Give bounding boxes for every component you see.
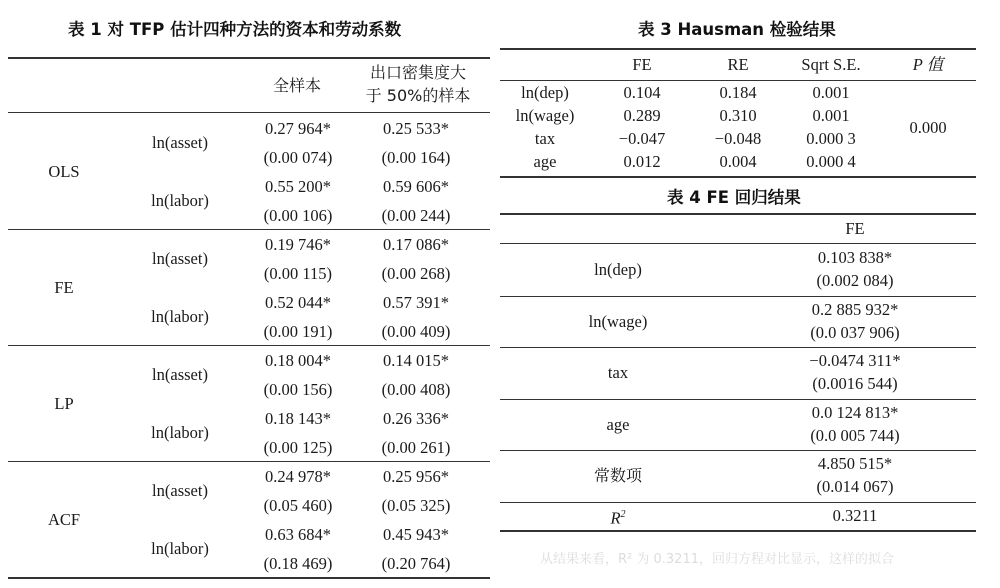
table-3-var-label: age [533,152,557,171]
table-4-se: (0.014 067) [816,477,894,496]
table-4-coef: 0.0 124 813* [811,402,899,422]
se-sub: (0.00 261) [381,438,451,457]
table-4-bottom-rule [500,530,976,532]
table-3-re-value: 0.184 [719,83,757,102]
table-3-bottom-rule [500,176,976,178]
se-sub: (0.00 408) [381,380,451,399]
table-3-header-p-value: P 值 [912,55,944,74]
table-4-var-label: age [606,414,630,434]
coef-sub: 0.25 533* [383,119,449,138]
coef-sub: 0.57 391* [383,293,449,312]
se-full: (0.00 191) [263,322,333,341]
se-full: (0.00 106) [263,206,333,225]
se-full: (0.18 469) [263,554,333,573]
table-3-fe-value: 0.012 [623,152,661,171]
se-full: (0.00 156) [263,380,333,399]
variable-label: ln(asset) [152,133,208,152]
coef-full: 0.63 684* [265,525,331,544]
coef-full: 0.24 978* [265,467,331,486]
table-3-header-sqrt-se: Sqrt S.E. [801,55,861,74]
coef-sub: 0.14 015* [383,351,449,370]
coef-sub: 0.17 086* [383,235,449,254]
table-3-fe-value: 0.104 [623,83,661,102]
table-3-fe-value: 0.289 [623,106,661,125]
se-sub: (0.20 764) [381,554,451,573]
coef-sub: 0.26 336* [383,409,449,428]
table-1-bottom-rule [8,577,490,579]
table-3-top-rule [500,48,976,50]
coef-full: 0.27 964* [265,119,331,138]
coef-full: 0.18 143* [265,409,331,428]
table-3-re-value: 0.310 [719,106,757,125]
footer-fragment: 从结果来看，R² 为 0.3211，回归方程对比显示，这样的拟合 [540,552,894,567]
table-3-fe-value: −0.047 [618,129,666,148]
se-sub: (0.00 164) [381,148,451,167]
table-3-se-value: 0.001 [812,83,850,102]
se-full: (0.00 074) [263,148,333,167]
variable-label: ln(asset) [152,481,208,500]
coef-sub: 0.59 606* [383,177,449,196]
coef-full: 0.18 004* [265,351,331,370]
col-header-subsample-line2: 于 50%的样本 [365,86,471,105]
col-header-full-sample: 全样本 [272,76,322,95]
table-3-se-value: 0.000 3 [806,129,856,148]
table-3-caption: 表 3 Hausman 检验结果 [638,20,836,39]
table-4-header-rule [500,243,976,244]
table-4-var-label: ln(wage) [588,311,648,331]
method-label: LP [54,394,74,413]
se-full: (0.05 460) [263,496,333,515]
variable-label: ln(asset) [152,249,208,268]
table-4-row-rule [500,450,976,451]
table-3-var-label: ln(wage) [515,106,575,125]
table-3-se-value: 0.001 [812,106,850,125]
se-full: (0.00 115) [263,264,333,283]
se-full: (0.00 125) [263,438,333,457]
group-separator-rule [8,461,490,462]
coef-sub: 0.45 943* [383,525,449,544]
table-3-re-value: −0.048 [714,129,762,148]
method-label: ACF [47,510,81,529]
coef-full: 0.52 044* [265,293,331,312]
table-4-coef: 4.850 515* [817,454,893,473]
table-4-se: (0.002 084) [816,271,894,290]
table-1-caption: 表 1 对 TFP 估计四种方法的资本和劳动系数 [68,20,402,39]
table-4-caption: 表 4 FE 回归结果 [667,188,801,207]
table-4-var-label: tax [607,363,629,382]
coef-full: 0.55 200* [265,177,331,196]
coef-sub: 0.25 956* [383,467,449,486]
table-4-var-label: ln(dep) [594,260,642,279]
se-sub: (0.00 409) [381,322,451,341]
table-3-p-value: 0.000 [909,118,947,137]
table-4-row-rule [500,399,976,400]
table-4-top-rule [500,213,976,215]
table-3-header-fe: FE [632,55,652,74]
group-separator-rule [8,229,490,230]
table-1-top-rule [8,57,490,59]
variable-label: ln(labor) [151,191,209,210]
table-4-se: (0.0 005 744) [810,425,900,445]
table-4-se: (0.0 037 906) [810,322,900,342]
se-sub: (0.00 244) [381,206,451,225]
group-separator-rule [8,345,490,346]
table-3-header-rule [500,80,976,81]
table-1-header-rule [8,112,490,113]
table-4-r2-label: $R^2$ [610,508,626,528]
coef-full: 0.19 746* [265,235,331,254]
variable-label: ln(labor) [151,307,209,326]
variable-label: ln(labor) [151,423,209,442]
method-label: OLS [48,162,80,181]
table-4-header-fe: FE [845,219,865,238]
col-header-subsample-line1: 出口密集度大 [369,63,467,82]
table-3-se-value: 0.000 4 [806,152,856,171]
table-4-coef: −0.0474 311* [809,351,901,370]
table-4-row-rule [500,296,976,297]
table-3-var-label: ln(dep) [521,83,569,102]
variable-label: ln(labor) [151,539,209,558]
table-3-var-label: tax [534,129,556,148]
variable-label: ln(asset) [152,365,208,384]
method-label: FE [54,278,74,297]
table-4-row-rule [500,347,976,348]
table-3-re-value: 0.004 [719,152,757,171]
table-3-header-re: RE [727,55,749,74]
se-sub: (0.05 325) [381,496,451,515]
se-sub: (0.00 268) [381,264,451,283]
table-4-se: (0.0016 544) [812,374,898,393]
table-4-r2-value: 0.3211 [832,506,878,525]
table-4-coef: 0.103 838* [817,248,893,267]
table-4-row-rule [500,502,976,503]
table-4-var-label: 常数项 [593,466,643,485]
table-4-coef: 0.2 885 932* [811,299,899,319]
